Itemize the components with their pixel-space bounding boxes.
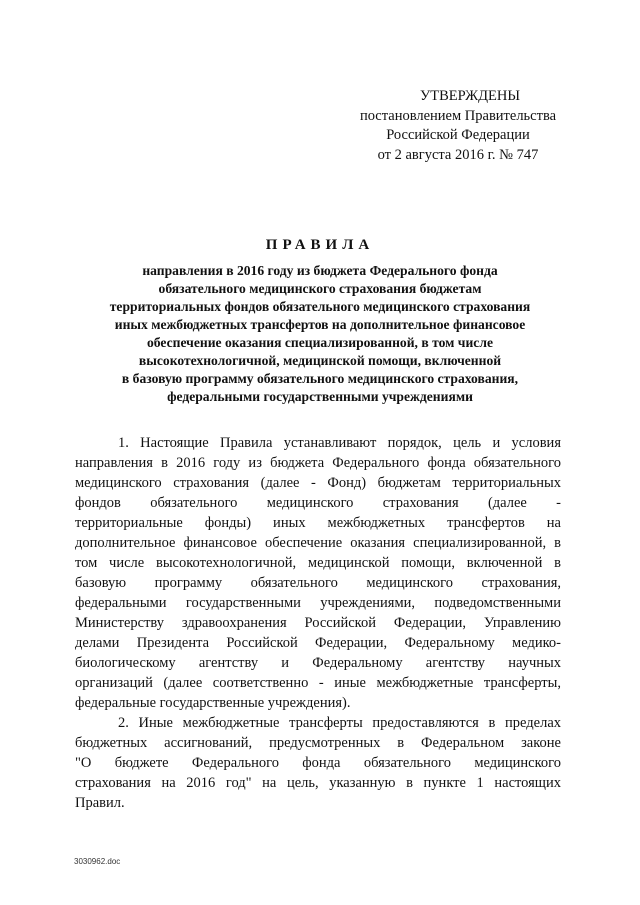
body-line: Правил. [75, 795, 125, 811]
document-body [75, 433, 561, 813]
body-line: 1. Настоящие Правила устанавливают порядок, цель и условия [118, 435, 561, 451]
body-line: 2. Иные межбюджетные трансферты предоставляются в пределах [118, 715, 561, 731]
paragraph-2 [75, 713, 561, 813]
body-line: федеральные государственные учреждения). [75, 695, 351, 711]
subtitle-line: территориальных фондов обязательного медицинского страхования [109, 299, 531, 314]
document-subtitle [60, 262, 580, 406]
body-line: дополнительное финансовое обеспечение оказания специализированной, в [75, 535, 561, 551]
body-line: биологическому агентству и Федеральному агентству научных [75, 655, 561, 671]
document-title: ПРАВИЛА [265, 237, 375, 253]
body-line: том числе высокотехнологичной, медицинской помощи, включенной в [75, 555, 561, 571]
approval-stamp [340, 87, 576, 165]
subtitle-line: федеральными государственными учреждениями [167, 389, 473, 404]
body-line: делами Президента Российской Федерации, Федеральному медико- [75, 635, 561, 651]
body-line: направления в 2016 году из бюджета Федерального фонда обязательного [75, 455, 561, 471]
subtitle-line: в базовую программу обязательного медицинского страхования, [121, 371, 519, 386]
subtitle-line: обеспечение оказания специализированной, в том числе [147, 335, 493, 350]
subtitle-line: высокотехнологичной, медицинской помощи, включенной [138, 353, 502, 368]
body-line: "О бюджете Федерального фонда обязательного медицинского [75, 755, 561, 771]
body-line: базовую программу обязательного медицинского страхования, [75, 575, 561, 591]
body-line: территориальные фонды) иных межбюджетных трансфертов на [75, 515, 561, 531]
approval-line: постановлением Правительства [359, 107, 557, 124]
subtitle-line: иных межбюджетных трансфертов на дополнительное финансовое [114, 317, 526, 332]
subtitle-line: направления в 2016 году из бюджета Федерального фонда [142, 263, 498, 278]
approval-date-number: от 2 августа 2016 г. № 747 [377, 146, 539, 163]
body-line: медицинского страхования (далее - Фонд) бюджетам территориальных [75, 475, 561, 491]
body-line: федеральными государственными учреждениями, подведомственными [75, 595, 561, 611]
file-name-footer: 3030962.doc [74, 857, 121, 866]
subtitle-line: обязательного медицинского страхования бюджетам [158, 281, 482, 296]
body-line: фондов обязательного медицинского страхования (далее - [75, 495, 561, 511]
approval-line: Российской Федерации [386, 127, 530, 143]
approval-heading: УТВЕРЖДЕНЫ [419, 88, 521, 104]
body-line: бюджетных ассигнований, предусмотренных в Федеральном законе [75, 735, 561, 751]
paragraph-1 [75, 433, 561, 713]
body-line: страхования на 2016 год" на цель, указанную в пункте 1 настоящих [75, 775, 561, 791]
body-line: организаций (далее соответственно - иные межбюджетные трансферты, [75, 675, 561, 691]
body-line: Министерству здравоохранения Российской Федерации, Управлению [75, 615, 561, 631]
